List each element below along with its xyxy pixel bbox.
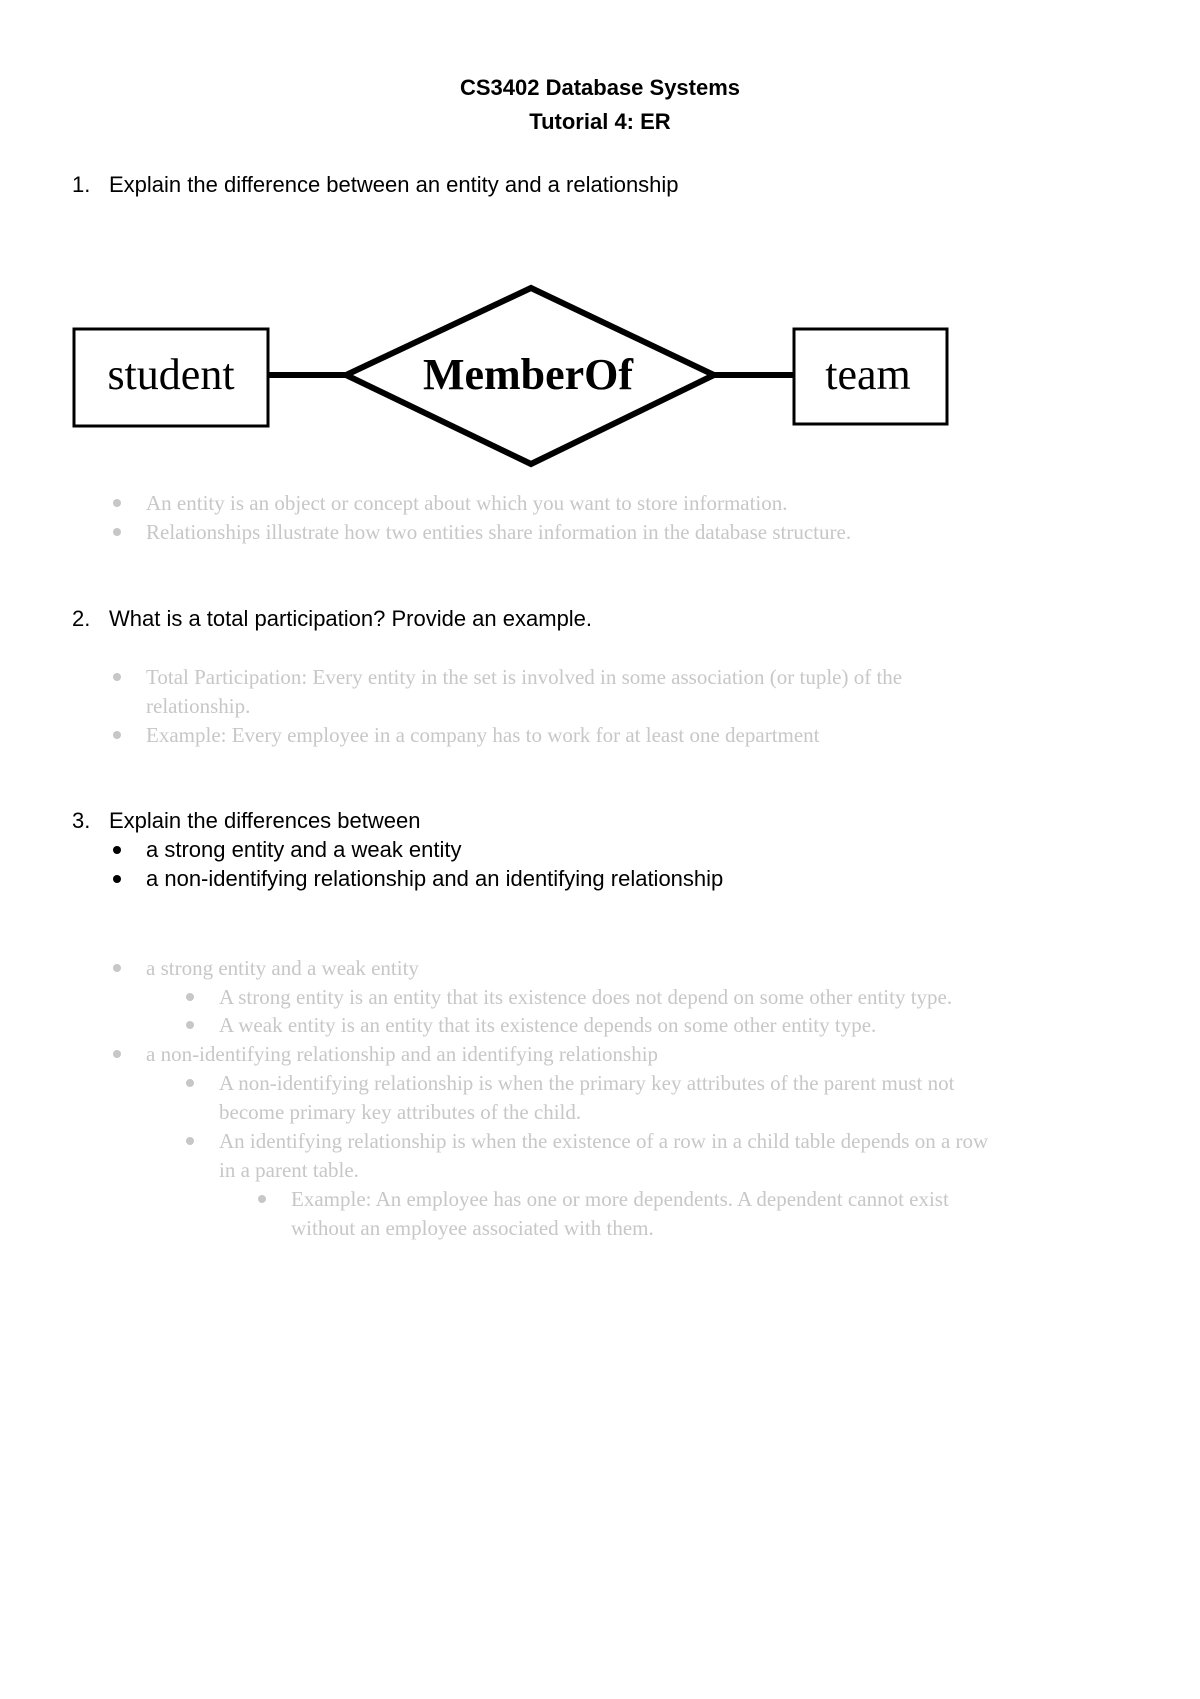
answer-text: become primary key attributes of the child. [219, 1100, 582, 1124]
entity-label-student: student [107, 350, 235, 399]
answer-example: Example: An employee has one or more dependents. A dependent cannot exist [291, 1187, 949, 1211]
bullet-dot [113, 846, 121, 854]
answer-text: in a parent table. [219, 1158, 359, 1182]
answer-heading: a strong entity and a weak entity [146, 956, 419, 980]
question-2 [72, 606, 592, 632]
bullet-dot [113, 731, 121, 739]
bullet-dot [113, 499, 121, 507]
bullet-dot [186, 1079, 194, 1087]
bullet-dot [186, 1137, 194, 1145]
course-title: CS3402 Database Systems [459, 75, 741, 100]
er-diagram [0, 270, 980, 470]
tutorial-title: Tutorial 4: ER [529, 109, 671, 134]
bullet-dot [186, 993, 194, 1001]
question-text: Explain the differences between [109, 808, 421, 833]
answer-heading: a non-identifying relationship and an identifying relationship [146, 1042, 659, 1066]
question-number: 3. [72, 808, 91, 833]
bullet-dot [258, 1195, 266, 1203]
answer-text: A weak entity is an entity that its existence depends on some other entity type. [219, 1013, 877, 1037]
question-1 [72, 172, 679, 198]
answer-text: Example: Every employee in a company has to work for at least one department [146, 723, 820, 747]
bullet-dot [113, 673, 121, 681]
bullet-dot [113, 1050, 121, 1058]
question-3 [72, 808, 420, 834]
answer-text: An entity is an object or concept about which you want to store information. [146, 491, 788, 515]
question-text: Explain the difference between an entity and a relationship [109, 172, 679, 197]
question-number: 2. [72, 606, 91, 631]
question-number: 1. [72, 172, 91, 197]
bullet-dot [186, 1021, 194, 1029]
answer-text: A strong entity is an entity that its existence does not depend on some other entity type. [219, 985, 953, 1009]
answer-text: Relationships illustrate how two entities share information in the database structure. [146, 520, 852, 544]
answer-text: An identifying relationship is when the existence of a row in a child table depends on a row [219, 1129, 989, 1153]
question-text: What is a total participation? Provide an example. [109, 606, 593, 631]
answer-text: A non-identifying relationship is when the primary key attributes of the parent must not [219, 1071, 955, 1095]
question-bullet: a strong entity and a weak entity [146, 837, 462, 862]
entity-label-team: team [825, 350, 911, 399]
bullet-dot [113, 875, 121, 883]
question-bullet: a non-identifying relationship and an identifying relationship [146, 866, 724, 891]
answer-text: relationship. [146, 694, 251, 718]
relationship-label: MemberOf [422, 350, 634, 399]
answer-example: without an employee associated with them. [291, 1216, 654, 1240]
answer-text: Total Participation: Every entity in the set is involved in some association (or tuple) of the [146, 665, 903, 689]
bullet-dot [113, 528, 121, 536]
bullet-dot [113, 964, 121, 972]
